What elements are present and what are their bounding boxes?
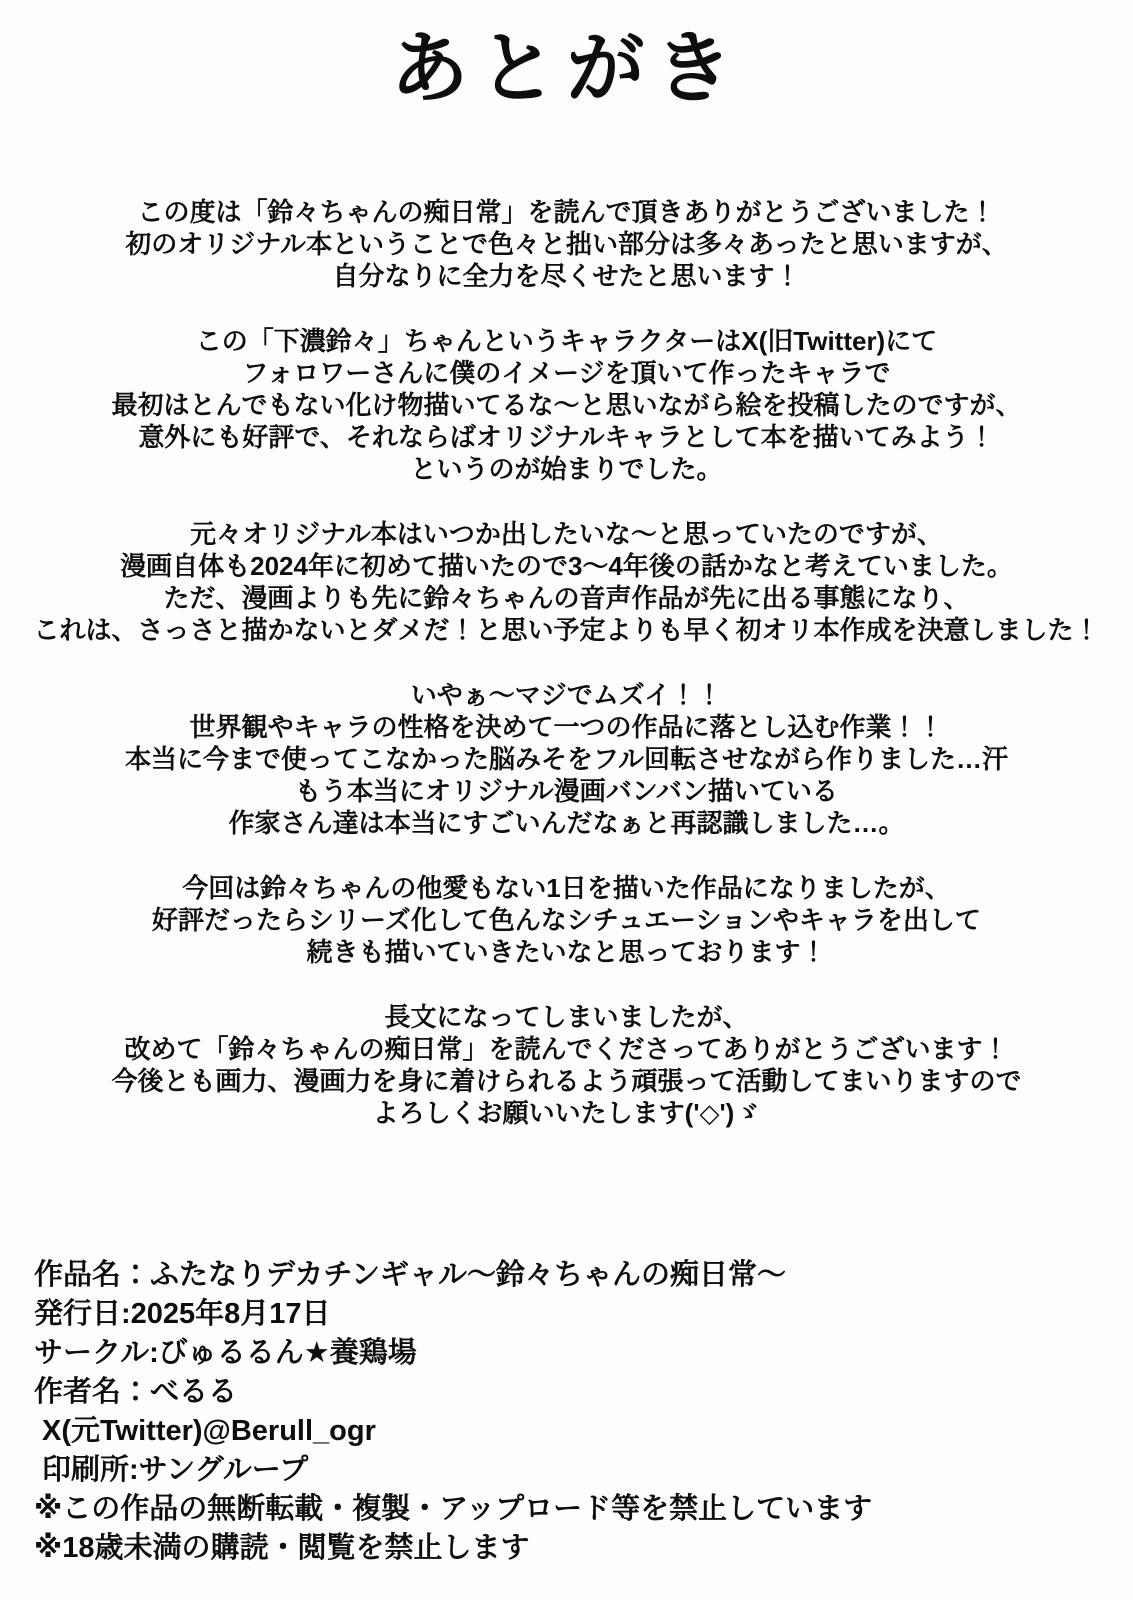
body-line: よろしくお願いいたします('◇')ゞ [372, 1097, 761, 1128]
paragraph-original-plan [0, 518, 1133, 646]
body-line: この度は「鈴々ちゃんの痴日常」を読んで頂きありがとうございました！ [137, 196, 996, 227]
colophon-author: 作者名：べるる [34, 1376, 238, 1408]
colophon-publish-date: 発行日:2025年8月17日 [34, 1298, 331, 1330]
body-line: 初のオリジナル本ということで色々と拙い部分は多々あったと思いますが、 [125, 228, 1008, 259]
paragraph-series-hope [0, 872, 1133, 968]
body-line: いやぁ〜マジでムズイ！！ [410, 679, 723, 710]
body-line: というのが始まりでした。 [410, 453, 723, 484]
body-line: 今後とも画力、漫画力を身に着けられるよう頑張って活動してまいりますので [111, 1065, 1022, 1096]
body-line: この「下濃鈴々」ちゃんというキャラクターはX(旧Twitter)にて [195, 325, 938, 356]
body-line: 長文になってしまいましたが、 [384, 1001, 749, 1032]
body-line: 今回は鈴々ちゃんの他愛もない1日を描いた作品になりましたが、 [182, 872, 951, 903]
colophon [34, 1256, 872, 1568]
colophon-twitter-handle: X(元Twitter)@Berull_ogr [42, 1415, 376, 1447]
body-line: 好評だったらシリーズ化して色んなシチュエーションやキャラを出して [152, 904, 981, 935]
body-line: フォロワーさんに僕のイメージを頂いて作ったキャラで [242, 357, 891, 388]
afterword-body [0, 196, 1133, 1129]
colophon-work-title: 作品名：ふたなりデカチンギャル〜鈴々ちゃんの痴日常〜 [34, 1259, 786, 1291]
paragraph-character-origin [0, 325, 1133, 485]
body-line: これは、さっさと描かないとダメだ！と思い予定よりも早く初オリ本作成を決意しました！ [33, 614, 1100, 645]
body-line: 最初はとんでもない化け物描いてるな〜と思いながら絵を投稿したのですが、 [111, 389, 1022, 420]
colophon-no-reproduction-notice: ※この作品の無断転載・複製・アップロード等を禁止しています [34, 1493, 873, 1525]
body-line: 自分なりに全力を尽くせたと思います！ [332, 260, 801, 291]
body-line: 元々オリジナル本はいつか出したいな〜と思っていたのですが、 [190, 518, 943, 549]
paragraph-closing [0, 1001, 1133, 1129]
paragraph-difficulty [0, 679, 1133, 839]
colophon-circle: サークル:びゅるるん★養鶏場 [34, 1337, 417, 1369]
body-line: 作家さん達は本当にすごいんだなぁと再認識しました…。 [228, 807, 905, 838]
body-line: 改めて「鈴々ちゃんの痴日常」を読んでくださってありがとうございます！ [124, 1033, 1009, 1064]
body-line: 漫画自体も2024年に初めて描いたので3〜4年後の話かなと考えていました。 [120, 550, 1013, 581]
colophon-printer: 印刷所:サングループ [42, 1454, 309, 1486]
paragraph-thanks [0, 196, 1133, 292]
page-title: あとがき [390, 23, 743, 114]
body-line: 本当に今まで使ってこなかった脳みそをフル回転させながら作りました…汗 [125, 743, 1008, 774]
colophon-age-restriction-notice: ※18歳未満の購読・閲覧を禁止します [34, 1532, 530, 1564]
body-line: ただ、漫画よりも先に鈴々ちゃんの音声作品が先に出る事態になり、 [163, 582, 970, 613]
body-line: 世界観やキャラの性格を決めて一つの作品に落とし込む作業！！ [189, 711, 944, 742]
body-line: 意外にも好評で、それならばオリジナルキャラとして本を描いてみよう！ [138, 421, 995, 452]
body-line: もう本当にオリジナル漫画バンバン描いている [295, 775, 838, 806]
body-line: 続きも描いていきたいなと思っております！ [306, 936, 827, 967]
